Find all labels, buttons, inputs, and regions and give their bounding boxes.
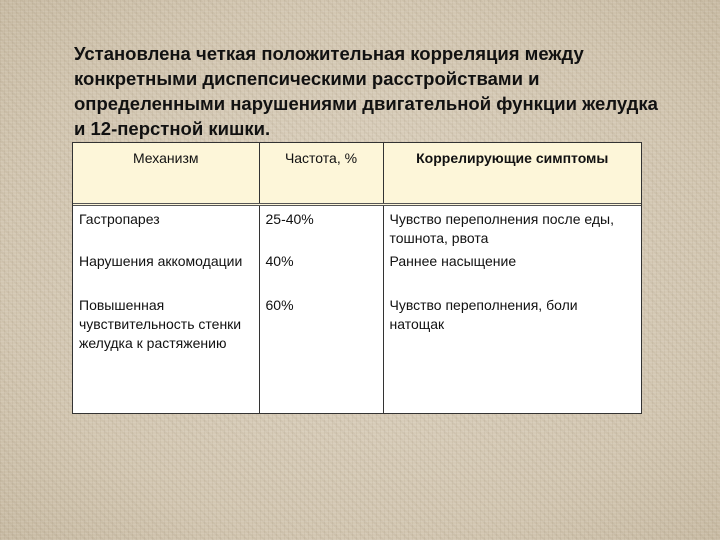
frequency-cell: 40%	[265, 253, 294, 269]
mechanism-cell: Повышенная чувствительность стенки желудка к растяжению	[79, 297, 242, 351]
header-mechanism: Механизм	[73, 143, 259, 205]
table-header-row	[73, 143, 641, 205]
symptoms-cell: Чувство переполнения, боли натощак	[389, 297, 578, 332]
symptoms-cell: Раннее насыщение	[389, 253, 517, 269]
mechanism-cell: Гастропарез	[79, 211, 160, 227]
data-table-container	[72, 142, 642, 414]
header-symptoms: Коррелирующие симптомы	[383, 143, 641, 205]
symptoms-column	[383, 205, 641, 414]
frequency-cell: 25-40%	[265, 211, 314, 227]
mechanism-cell: Нарушения аккомодации	[79, 253, 243, 269]
slide-title: Установлена четкая положительная корреляция между конкретными диспепсическими расстройствами и определенными нарушениями двигательной функции желудка и 12-перстной кишки.	[74, 43, 658, 139]
frequency-column	[259, 205, 383, 414]
data-table	[73, 143, 641, 413]
table-body-row	[73, 205, 641, 414]
mechanism-column	[73, 205, 259, 414]
symptoms-cell: Чувство переполнения после еды, тошнота, рвота	[389, 211, 614, 246]
frequency-cell: 60%	[265, 297, 294, 313]
header-frequency: Частота, %	[259, 143, 383, 205]
